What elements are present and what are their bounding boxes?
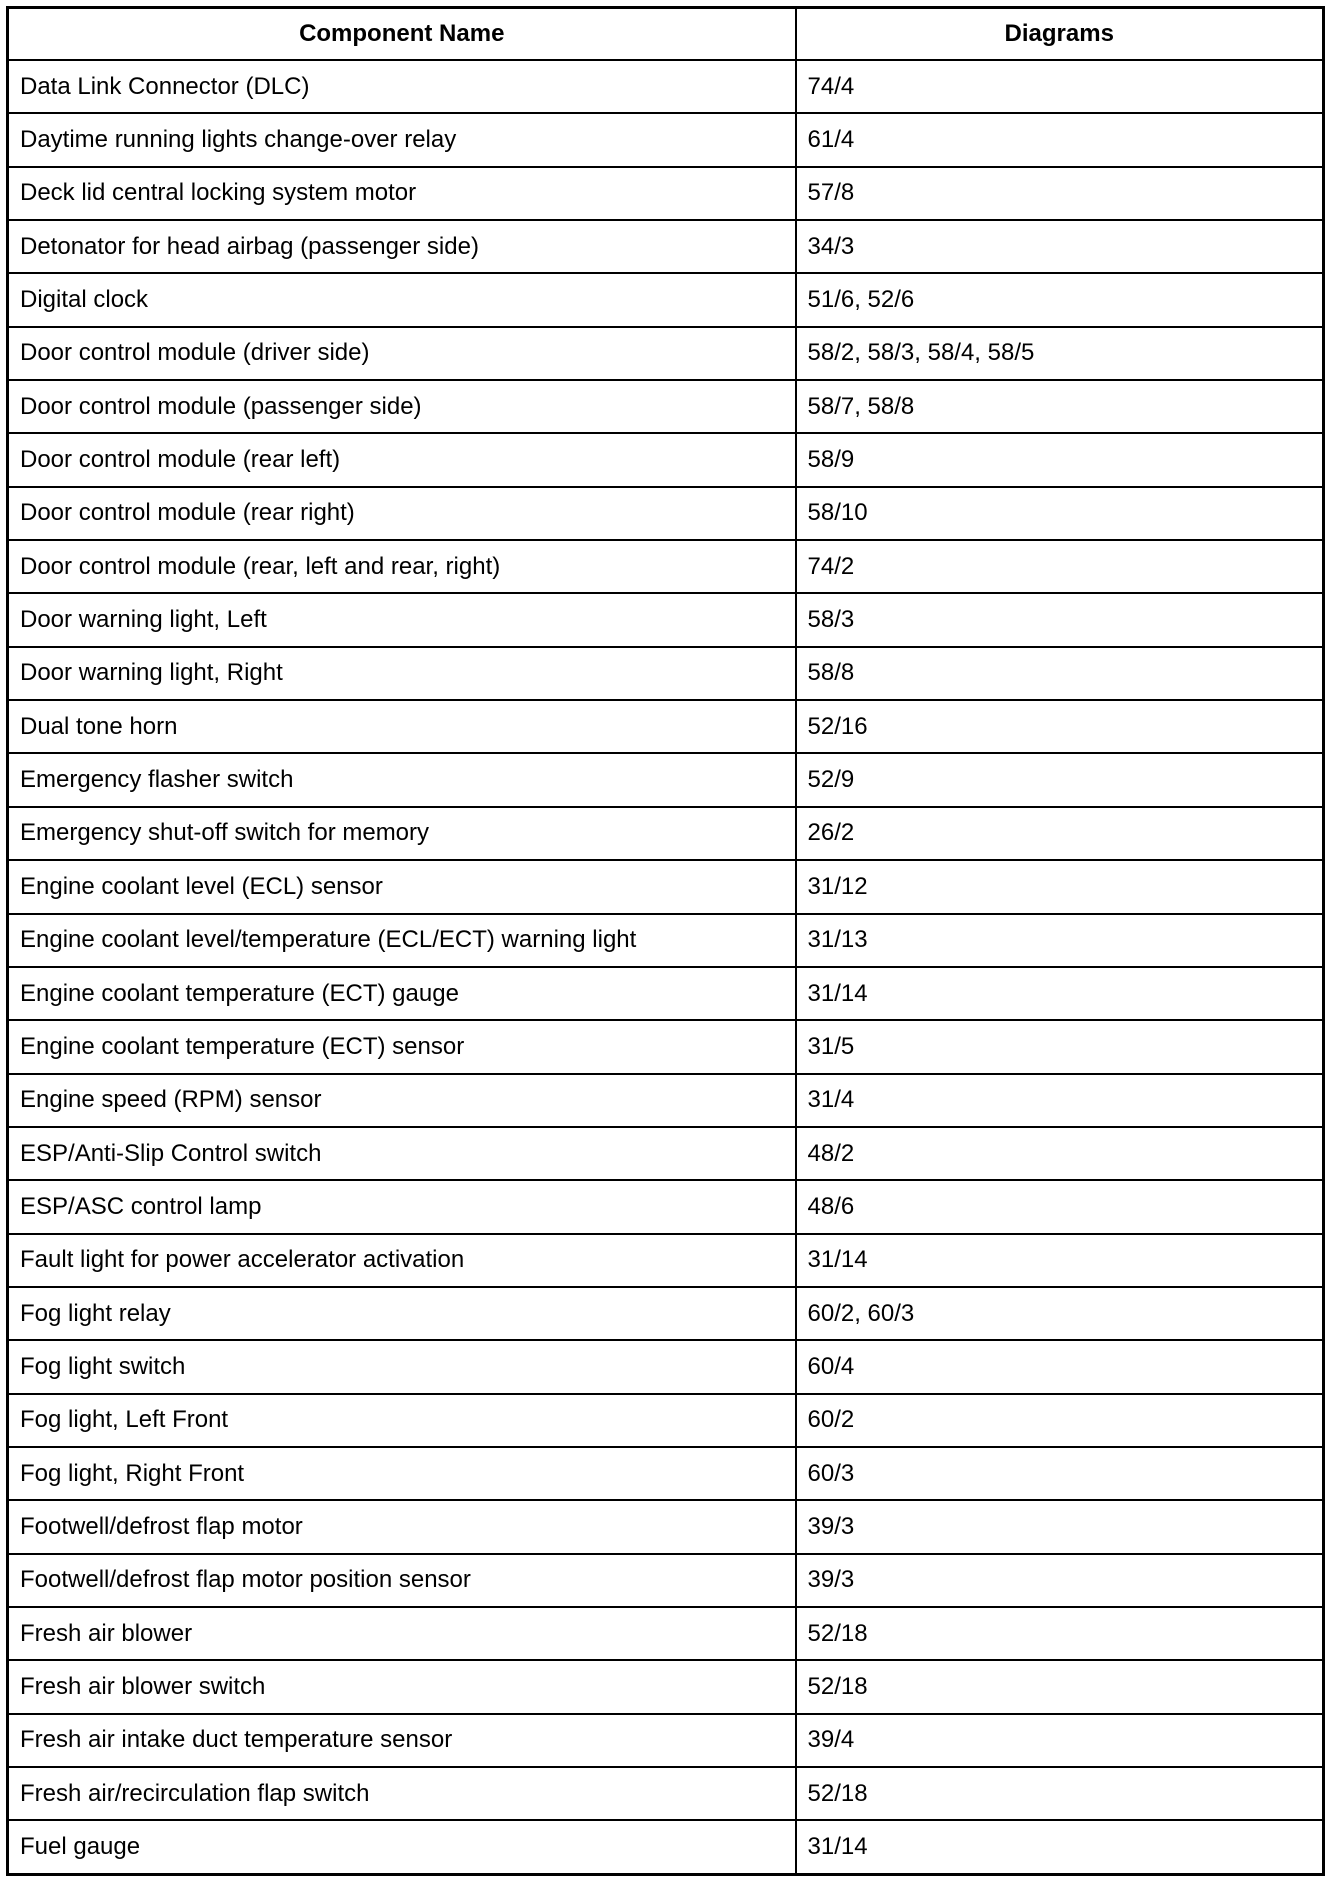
component-name-cell: Fog light, Left Front (8, 1394, 796, 1447)
diagrams-cell: 26/2 (796, 807, 1324, 860)
component-name-cell: Footwell/defrost flap motor position sensor (8, 1554, 796, 1607)
component-name-cell: Door warning light, Right (8, 647, 796, 700)
component-name-header: Component Name (8, 8, 796, 61)
table-row (8, 1554, 1324, 1607)
diagrams-cell: 58/9 (796, 433, 1324, 486)
diagrams-cell: 61/4 (796, 113, 1324, 166)
table-row (8, 167, 1324, 220)
table-row (8, 1820, 1324, 1874)
table-row (8, 1127, 1324, 1180)
component-name-cell: Door control module (driver side) (8, 327, 796, 380)
component-name-cell: Fog light, Right Front (8, 1447, 796, 1500)
diagrams-cell: 31/4 (796, 1074, 1324, 1127)
table-row (8, 593, 1324, 646)
table-row (8, 1607, 1324, 1660)
diagrams-cell: 48/6 (796, 1180, 1324, 1233)
table-row (8, 700, 1324, 753)
table-row (8, 1287, 1324, 1340)
table-row (8, 1074, 1324, 1127)
diagrams-cell: 58/10 (796, 487, 1324, 540)
diagrams-cell: 74/4 (796, 60, 1324, 113)
component-name-cell: Engine coolant level (ECL) sensor (8, 860, 796, 913)
component-name-cell: Engine speed (RPM) sensor (8, 1074, 796, 1127)
diagrams-cell: 39/4 (796, 1714, 1324, 1767)
table-row (8, 860, 1324, 913)
diagrams-cell: 58/2, 58/3, 58/4, 58/5 (796, 327, 1324, 380)
component-name-cell: ESP/Anti-Slip Control switch (8, 1127, 796, 1180)
table-row (8, 1180, 1324, 1233)
component-name-cell: Deck lid central locking system motor (8, 167, 796, 220)
diagrams-cell: 60/4 (796, 1340, 1324, 1393)
table-row (8, 753, 1324, 806)
table-row (8, 647, 1324, 700)
table-row (8, 967, 1324, 1020)
diagrams-cell: 39/3 (796, 1500, 1324, 1553)
component-name-cell: Footwell/defrost flap motor (8, 1500, 796, 1553)
diagrams-cell: 52/18 (796, 1607, 1324, 1660)
table-row (8, 380, 1324, 433)
component-name-cell: Door warning light, Left (8, 593, 796, 646)
component-name-cell: Door control module (rear right) (8, 487, 796, 540)
component-name-cell: Fuel gauge (8, 1820, 796, 1874)
component-name-cell: Door control module (passenger side) (8, 380, 796, 433)
table-row (8, 1340, 1324, 1393)
component-name-cell: Fresh air/recirculation flap switch (8, 1767, 796, 1820)
component-name-cell: Fresh air blower switch (8, 1660, 796, 1713)
table-row (8, 1234, 1324, 1287)
diagrams-cell: 58/7, 58/8 (796, 380, 1324, 433)
table-row (8, 1500, 1324, 1553)
diagrams-cell: 31/5 (796, 1020, 1324, 1073)
component-name-cell: Engine coolant temperature (ECT) gauge (8, 967, 796, 1020)
diagrams-cell: 58/8 (796, 647, 1324, 700)
component-name-cell: Fresh air intake duct temperature sensor (8, 1714, 796, 1767)
table-row (8, 914, 1324, 967)
component-name-cell: Emergency shut-off switch for memory (8, 807, 796, 860)
component-name-cell: ESP/ASC control lamp (8, 1180, 796, 1233)
table-row (8, 113, 1324, 166)
component-name-cell: Data Link Connector (DLC) (8, 60, 796, 113)
diagrams-cell: 52/18 (796, 1767, 1324, 1820)
diagrams-cell: 57/8 (796, 167, 1324, 220)
diagrams-header: Diagrams (796, 8, 1324, 61)
diagrams-cell: 48/2 (796, 1127, 1324, 1180)
table-row (8, 1447, 1324, 1500)
diagrams-cell: 52/9 (796, 753, 1324, 806)
diagrams-cell: 52/18 (796, 1660, 1324, 1713)
component-name-cell: Fault light for power accelerator activation (8, 1234, 796, 1287)
component-name-cell: Fresh air blower (8, 1607, 796, 1660)
diagrams-cell: 74/2 (796, 540, 1324, 593)
table-header (8, 8, 1324, 61)
component-name-cell: Emergency flasher switch (8, 753, 796, 806)
diagrams-cell: 31/14 (796, 967, 1324, 1020)
table-row (8, 1020, 1324, 1073)
table-row (8, 1714, 1324, 1767)
component-name-cell: Door control module (rear, left and rear, right) (8, 540, 796, 593)
diagrams-cell: 31/12 (796, 860, 1324, 913)
table-row (8, 807, 1324, 860)
table-row (8, 273, 1324, 326)
table-row (8, 433, 1324, 486)
table-row (8, 220, 1324, 273)
table-row (8, 540, 1324, 593)
diagrams-cell: 31/13 (796, 914, 1324, 967)
component-name-cell: Dual tone horn (8, 700, 796, 753)
component-name-cell: Engine coolant level/temperature (ECL/ECT) warning light (8, 914, 796, 967)
component-name-cell: Detonator for head airbag (passenger side) (8, 220, 796, 273)
diagrams-cell: 52/16 (796, 700, 1324, 753)
diagrams-cell: 34/3 (796, 220, 1324, 273)
diagrams-cell: 58/3 (796, 593, 1324, 646)
component-name-cell: Engine coolant temperature (ECT) sensor (8, 1020, 796, 1073)
table-row (8, 327, 1324, 380)
diagrams-cell: 39/3 (796, 1554, 1324, 1607)
table-row (8, 60, 1324, 113)
diagrams-cell: 60/3 (796, 1447, 1324, 1500)
table-row (8, 1394, 1324, 1447)
table-row (8, 1767, 1324, 1820)
component-name-cell: Fog light relay (8, 1287, 796, 1340)
table-row (8, 487, 1324, 540)
table-row (8, 1660, 1324, 1713)
component-name-cell: Digital clock (8, 273, 796, 326)
component-name-cell: Fog light switch (8, 1340, 796, 1393)
diagrams-cell: 51/6, 52/6 (796, 273, 1324, 326)
diagrams-cell: 31/14 (796, 1820, 1324, 1874)
diagrams-cell: 60/2, 60/3 (796, 1287, 1324, 1340)
component-name-cell: Door control module (rear left) (8, 433, 796, 486)
component-table (6, 6, 1325, 1876)
diagrams-cell: 60/2 (796, 1394, 1324, 1447)
component-name-cell: Daytime running lights change-over relay (8, 113, 796, 166)
table-body (8, 60, 1324, 1875)
diagrams-cell: 31/14 (796, 1234, 1324, 1287)
header-row (8, 8, 1324, 61)
